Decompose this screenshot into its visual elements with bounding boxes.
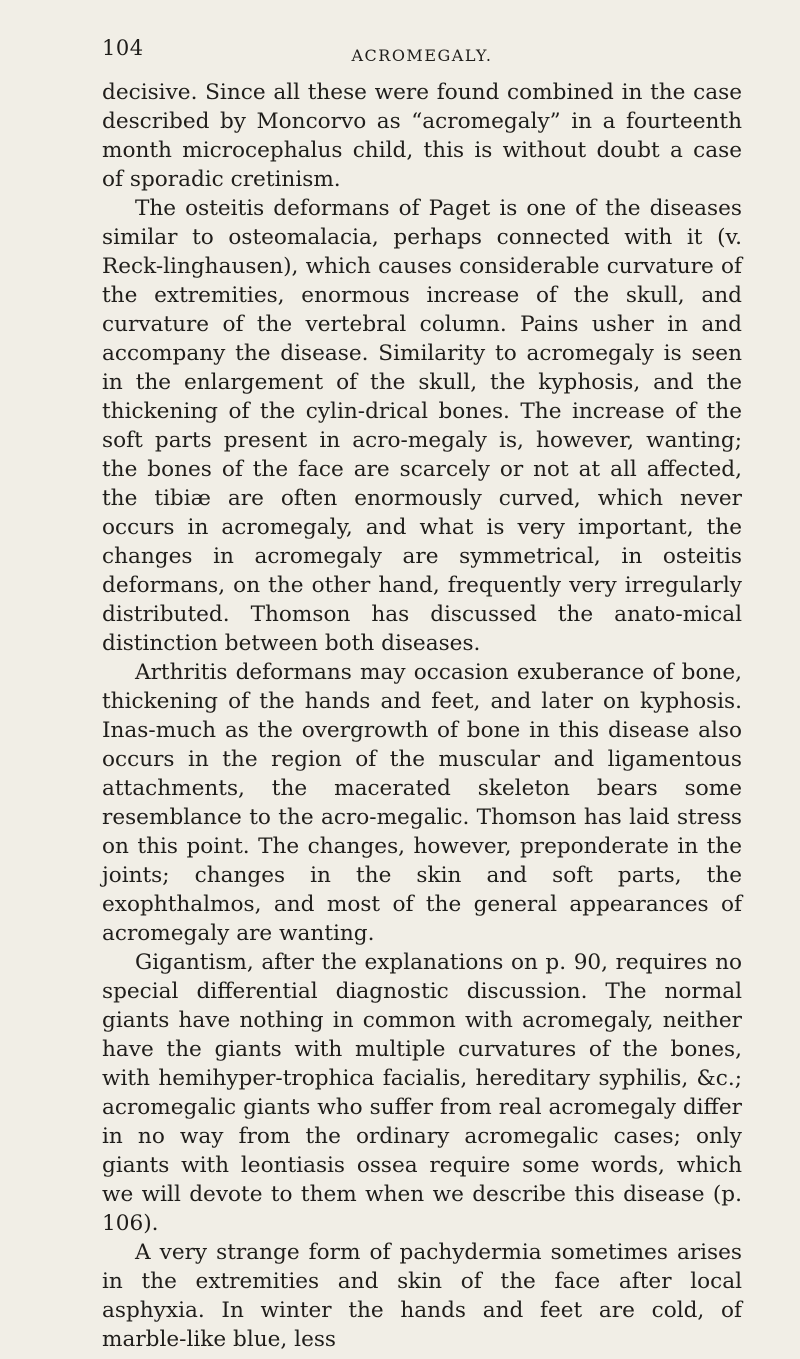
running-title: ACROMEGALY.	[351, 46, 493, 65]
running-head	[102, 36, 742, 80]
paragraph-arthritis-deformans: Arthritis deformans may occasion exuberance of bone, thickening of the hands and feet, and later on kyphosis. Inas-much as the overgrowth of bone in this disease also occurs in the region of the muscular and ligamentous attachments, the macerated skeleton bears some resemblance to the acro-megalic. Thomson has laid stress on this point. The changes, however, preponderate in the joints; changes in the skin and soft parts, the exophthalmos, and most of the general appearances of acromegaly are wanting.	[102, 660, 742, 946]
page-number: 104	[102, 36, 144, 60]
paragraph-continuation: decisive. Since all these were found combined in the case described by Moncorvo as “acromegaly” in a fourteenth month microcephalus child, this is without doubt a case of sporadic cretinism.	[102, 80, 742, 192]
paragraph-gigantism: Gigantism, after the explanations on p. 90, requires no special differential diagnostic discussion. The normal giants have nothing in common with acromegaly, neither have the giants with multiple curvatures of the bones, with hemihyper-trophica facialis, hereditary syphilis, &c.; acromegalic giants who suffer from real acromegaly differ in no way from the ordinary acromegalic cases; only giants with leontiasis ossea require some words, which we will devote to them when we describe this disease (p. 106).	[102, 950, 742, 1236]
paragraph-pachydermia: A very strange form of pachydermia sometimes arises in the extremities and skin of the face after local asphyxia. In winter the hands and feet are cold, of marble-like blue, less	[102, 1240, 742, 1352]
paragraph-osteitis-deformans: The osteitis deformans of Paget is one of the diseases similar to osteomalacia, perhaps connected with it (v. Reck-linghausen), which causes considerable curvature of the extremities, enormous increase of the skull, and curvature of the vertebral column. Pains usher in and accompany the disease. Similarity to acromegaly is seen in the enlargement of the skull, the kyphosis, and the thickening of the cylin-drical bones. The increase of the soft parts present in acro-megaly is, however, wanting; the bones of the face are scarcely or not at all affected, the tibiæ are often enormously curved, which never occurs in acromegaly, and what is very important, the changes in acromegaly are symmetrical, in osteitis deformans, on the other hand, frequently very irregularly distributed. Thomson has discussed the anato-mical distinction between both diseases.	[102, 196, 742, 656]
body-text	[102, 78, 742, 1354]
